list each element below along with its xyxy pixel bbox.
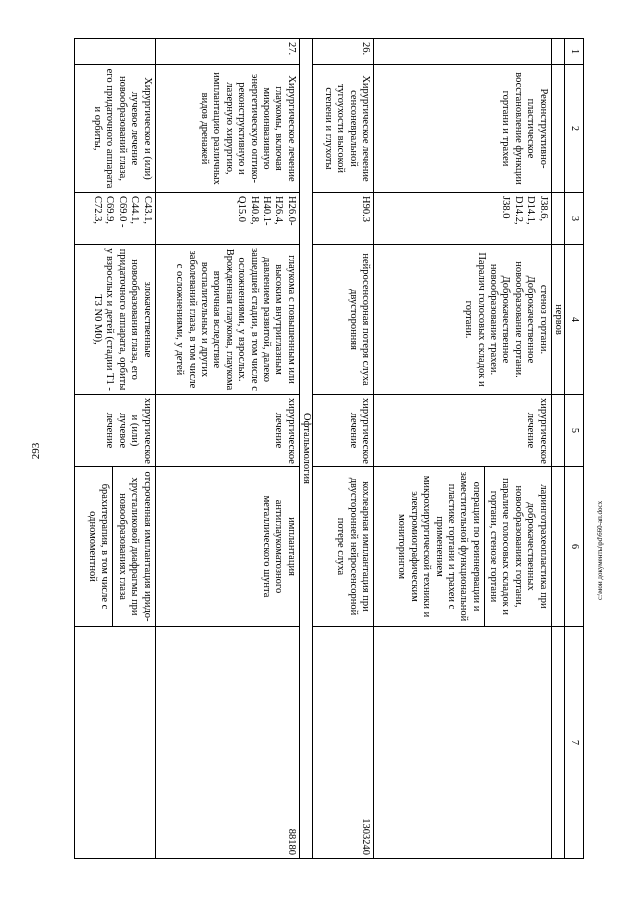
icd-codes: J38.6, D14.1, D14.2, J38.0 [374, 193, 552, 245]
icd-codes: C43.1, C44.1, C69.0 - C69.9, C72.3, [75, 193, 156, 245]
cost-value: 1303240 [313, 627, 374, 859]
cost-value: 88180 [155, 627, 299, 859]
icd-codes: H26.0-H26.4, H40.1-H40.8, Q15.0 [155, 193, 299, 245]
patient-model: злокачественные новообразования глаза, его придаточного аппарата, орбиты у взрослых и детей (стадии T1 - T3 N0 M0), [75, 245, 156, 395]
table-row [374, 39, 552, 859]
page-number: 293 [30, 442, 42, 460]
col-2-header: 2 [565, 65, 584, 193]
col-4-header: 4 [565, 245, 584, 395]
rotated-table-wrapper [74, 38, 584, 858]
treatment-methods [374, 467, 552, 627]
table-row [75, 39, 156, 859]
patient-model: стеноз гортани. Доброкачественное новообразование гортани. Доброкачественное новообразование трахеи. Паралич голосовых складок и гортани. [374, 245, 552, 395]
nerves-cell: нервов [551, 245, 564, 395]
col-6-header: 6 [565, 467, 584, 627]
table-row [155, 39, 299, 859]
method-item: операции по реиннервации и заместительной функциональной пластике гортани и трахеи с применением микрохирургической техники и электромиографическим мониторингом [393, 467, 485, 626]
treatment-type: хирургическое и (или) лучевое лечение [75, 395, 156, 467]
service-name: Реконструктивно-пластическое восстановление функции гортани и трахеи [374, 65, 552, 193]
footer-path: c:\мои документы\pd\660-ап.docx [596, 500, 604, 600]
patient-model: нейросенсорная потеря слуха двусторонняя [313, 245, 374, 395]
row-number: 26. [313, 39, 374, 65]
header-row [565, 39, 584, 859]
treatment-type: хирургическое лечение [313, 395, 374, 467]
treatment-method: кохлеарная имплантация при двусторонней нейросенсорной потере слуха [313, 467, 374, 627]
section-header-row [299, 39, 312, 859]
service-name: Хирургическое лечение сенсоневральной тугоухости высокой степени и глухоты [313, 65, 374, 193]
service-name: Хирургическое лечение глаукомы, включая микроинвазивную энергетическую оптико-реконструктивную и лазерную хирургию, имплантацию различных видов дренажей [155, 65, 299, 193]
row-number: 27. [155, 39, 299, 65]
col-1-header: 1 [565, 39, 584, 65]
col-7-header: 7 [565, 627, 584, 859]
table-row [313, 39, 374, 859]
treatment-type: хирургическое лечение [155, 395, 299, 467]
col-3-header: 3 [565, 193, 584, 245]
treatment-methods [75, 467, 156, 627]
icd-codes: H90.3 [313, 193, 374, 245]
treatment-type: хирургическое лечение [374, 395, 552, 467]
method-item: отсроченная имплантация иридо-хрусталиковой диафрагмы при новообразованиях глаза [116, 471, 153, 622]
method-item: ларинготрахеопластика при доброкачественных новообразованиях гортани, параличе голосовых складок и гортани, стенозе гортани [488, 477, 549, 615]
treatment-method: имплантация антиглаукоматозного металлического шунта [155, 467, 299, 627]
col-5-header: 5 [565, 395, 584, 467]
table-row [551, 39, 564, 859]
section-title: Офтальмология [299, 39, 312, 859]
medical-services-table [74, 38, 584, 859]
patient-model: глаукома с повышенным или высоким внутриглазным давлением развитой, далеко зашедшей стадии, в том числе с осложнениями, у взрослых. Врожденная глаукома, глаукома вторичная вследствие воспалительных и других заболеваний глаза, в том числе с осложнениями, у детей [155, 245, 299, 395]
service-name: Хирургическое и (или) лучевое лечение новообразований глаза, его придаточного аппарата и орбиты, [75, 65, 156, 193]
method-item: брахитерапия, в том числе с одномоментной [84, 467, 114, 626]
